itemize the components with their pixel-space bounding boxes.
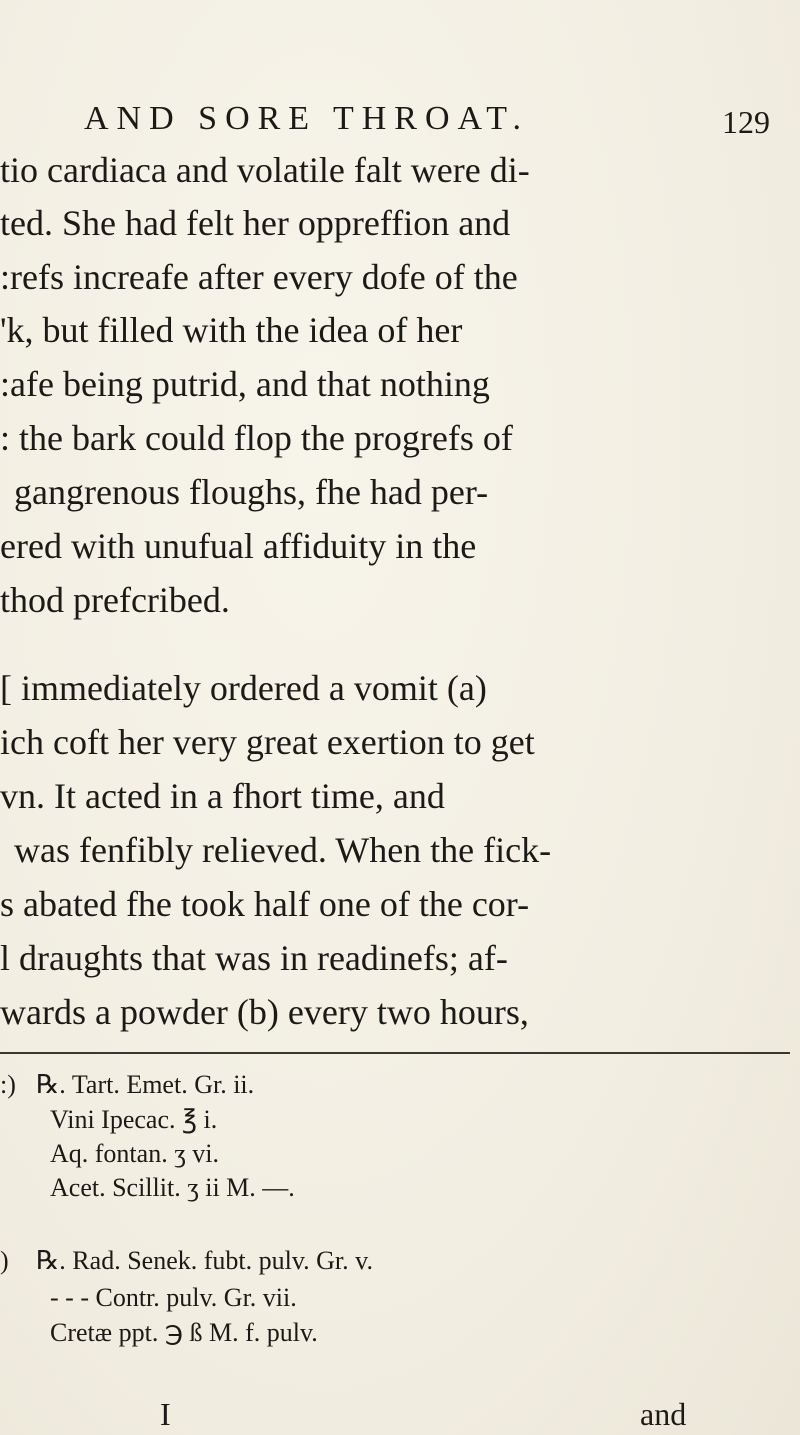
- body-line: gangrenous floughs, fhe had per-: [14, 472, 489, 512]
- body-line: ted. She had felt her oppreffion and: [0, 203, 511, 243]
- footnote-line: ℞. Tart. Emet. Gr. ii.: [36, 1070, 255, 1099]
- body-line: : the bark could flop the progrefs of: [0, 418, 513, 458]
- page-header: [84, 100, 784, 144]
- signature-mark: I: [160, 1396, 171, 1432]
- body-line: wards a powder (b) every two hours,: [0, 992, 529, 1032]
- page-number: 129: [722, 104, 770, 140]
- footnote-line: Aq. fontan. ʒ vi.: [50, 1139, 219, 1168]
- body-line: tio cardiaca and volatile falt were di-: [0, 150, 530, 190]
- body-line: ered with unufual affiduity in the: [0, 526, 477, 566]
- body-line: :afe being putrid, and that nothing: [0, 364, 490, 404]
- catchword: and: [640, 1396, 687, 1432]
- footnote-line: - - - Contr. pulv. Gr. vii.: [50, 1283, 297, 1312]
- footnote-line: ℞. Rad. Senek. fubt. pulv. Gr. v.: [36, 1246, 373, 1275]
- footnote-line: Cretæ ppt. ℈ ß M. f. pulv.: [50, 1318, 318, 1347]
- body-line: s abated fhe took half one of the cor-: [0, 884, 530, 924]
- footnote-line: Vini Ipecac. ℥ i.: [50, 1105, 218, 1134]
- body-line: [ immediately ordered a vomit (a): [0, 668, 487, 708]
- body-line: thod prefcribed.: [0, 580, 230, 620]
- body-line: :refs increafe after every dofe of the: [0, 257, 518, 297]
- body-line: l draughts that was in readinefs; af-: [0, 938, 508, 978]
- body-line: vn. It acted in a fhort time, and: [0, 776, 445, 816]
- body-line: 'k, but filled with the idea of her: [0, 310, 463, 350]
- running-head: AND SORE THROAT.: [84, 100, 530, 137]
- body-line: ich coft her very great exertion to get: [0, 722, 535, 762]
- footnote-divider: [0, 1052, 790, 1054]
- body-line: was fenfibly relieved. When the fick-: [14, 830, 552, 870]
- footnote-marker: :): [0, 1070, 16, 1099]
- footnote-marker: ): [0, 1246, 9, 1275]
- footnote-line: Acet. Scillit. ʒ ii M. —.: [50, 1173, 295, 1202]
